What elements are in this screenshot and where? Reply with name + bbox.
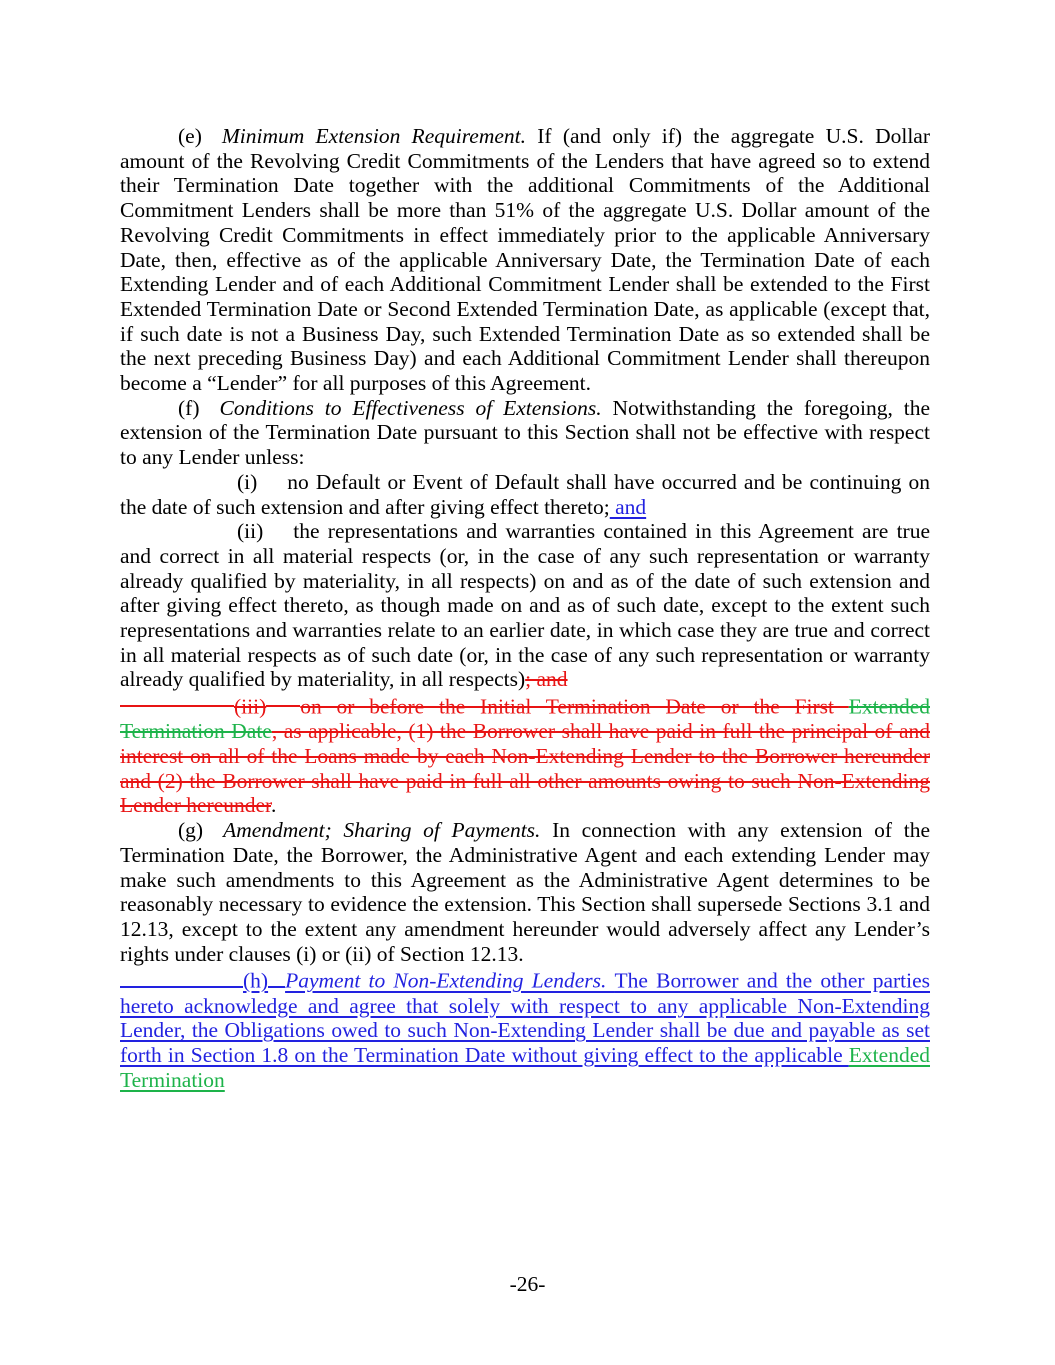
strikethrough-lead-tab (120, 692, 234, 714)
text-content (120, 124, 930, 1092)
paragraph-e-heading: Minimum Extension Requirement. (221, 124, 526, 148)
paragraph-g-label: (g) (178, 818, 204, 843)
subsection-i-body: no Default or Event of Default shall have occurred and be continuing on the date of such extension and after giving effect thereto; (120, 469, 930, 519)
paragraph-h-heading: Payment to Non-Extending Lenders. (285, 968, 615, 993)
paragraph-f-body: Notwithstanding the foregoing, the extension of the Termination Date pursuant to this Section shall not be effective with respect to any Lender unless: (120, 395, 931, 470)
paragraph-g-heading: Amendment; Sharing of Payments. (223, 818, 541, 843)
paragraph-h-label: (h) (243, 968, 269, 993)
subsection-ii-body: the representations and warranties contained in this Agreement are true and correct in all material respects (or, in the case of any such representation or warranty already qualified by materiality, in all respects) on and as of the date of such extension and after giving effect thereto, as though made on and as of such date, except to the extent such representations and warranties relate to an earlier date, in which case they are true and correct in all material respects as of such date (or, in the case of any such representation or warranty already qualified by materiality, in all respects) (120, 519, 930, 692)
paragraph-e-body: If (and only if) the aggregate U.S. Dollar amount of the Revolving Credit Commitments of the Lenders that have agreed so to extend their Termination Date together with the additional Commitments of the Additional Commitment Lenders shall be more than 51% of the aggregate U.S. Dollar amount of the Revolving Credit Commitments in effect immediately prior to the applicable Anniversary Date, then, effective as of the applicable Anniversary Date, the Termination Date of each Extending Lender and of each Additional Commitment Lender shall be extended to the First Extended Termination Date or Second Extended Termination Date, as applicable (except that, if such date is not a Business Day, such Extended Termination Date as so extended shall be the next preceding Business Day) and each Additional Commitment Lender shall thereupon become a “Lender” for all purposes of this Agreement. (120, 124, 930, 396)
paragraph-f-label: (f) (178, 395, 200, 420)
strikethrough-tab (266, 692, 300, 714)
subsection-i-label: (i) (237, 469, 258, 494)
paragraph-g (120, 818, 930, 966)
subsection-iii (120, 692, 930, 818)
subsection-ii (120, 519, 930, 692)
subsection-iii-label: (iii) (234, 694, 267, 719)
deleted-text-before: on or before the Initial Termination Date or the First (300, 694, 849, 719)
deleted-text-after: , as applicable, (1) the Borrower shall have paid in full the principal of and interest on all of the Loans made by each Non-Extending Lender to the Borrower hereunder and (2) the Borrower shall have paid in full all other amounts owing to such Non-Extending Lender hereunder (120, 719, 930, 818)
inserted-text: and (609, 494, 647, 519)
paragraph-e-label: (e) (178, 124, 202, 148)
underline-tab (268, 966, 285, 988)
sentence-terminator: . (271, 793, 277, 818)
paragraph-f (120, 396, 930, 470)
paragraph-e (120, 124, 930, 396)
paragraph-h-body: The Borrower and the other parties hereto acknowledge and agree that solely with respect to any applicable Non-Extending Lender, the Obligations owed to such Non-Extending Lender shall be due and payable as set forth in Section 1.8 on the Termination Date without giving effect to the applicable (120, 968, 930, 1068)
paragraph-g-body: In connection with any extension of the Termination Date, the Borrower, the Administrative Agent and each extending Lender may make such amendments to this Agreement as the Administrative Agent determines to be reasonably necessary to evidence the extension. This Section shall supersede Sections 3.1 and 12.13, except to the extent any amendment hereunder would adversely affect any Lender’s rights under clauses (i) or (ii) of Section 12.13. (120, 818, 930, 966)
page-number: -26- (509, 1272, 546, 1296)
paragraph-h (120, 966, 930, 1092)
moved-inserted-text: Extended Termination (120, 1043, 930, 1092)
underline-lead-tab (120, 966, 243, 988)
moved-deleted-text: Extended Termination Date (120, 694, 930, 744)
subsection-i (120, 470, 930, 519)
subsection-ii-label: (ii) (237, 519, 264, 544)
paragraph-f-heading: Conditions to Effectiveness of Extensions. (219, 395, 602, 420)
deleted-text: ; and (525, 667, 568, 692)
